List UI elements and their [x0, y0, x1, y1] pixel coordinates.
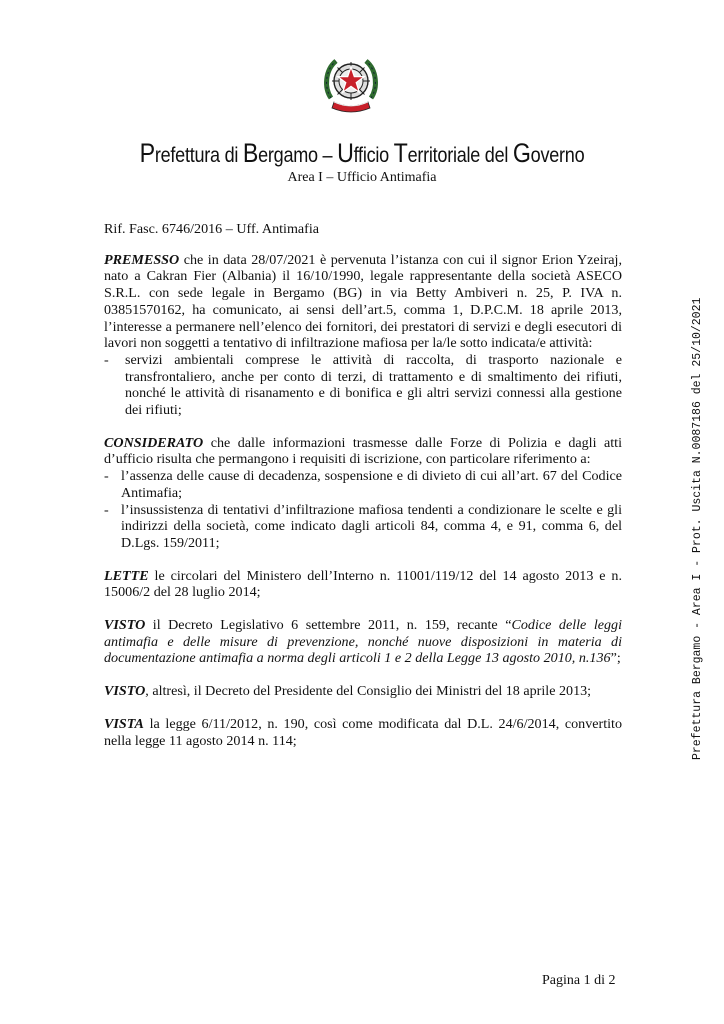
premesso-paragraph — [104, 252, 622, 352]
page-title — [51, 138, 674, 169]
italian-republic-emblem — [322, 52, 380, 116]
title-cap: B — [242, 138, 259, 168]
keyword: PREMESSO — [104, 251, 180, 268]
lette-paragraph — [104, 568, 622, 601]
reference-line: Rif. Fasc. 6746/2016 – Uff. Antimafia — [104, 221, 320, 237]
protocol-stamp: Prefettura Bergamo - Area I - Prot. Uscita N.0087186 del 25/10/2021 — [691, 297, 704, 760]
title-text: refettura di — [154, 144, 243, 167]
list-item-text: servizi ambientali comprese le attività di raccolta, di trasporto nazionale e transfrontaliero, anche per conto di terzi, di trattamento e di smaltimento dei rifiuti, nonché le attività di risanamento e di bonifica e gli altri servizi connessi alla gestione dei rifiuti; — [125, 351, 622, 419]
title-cap: P — [139, 138, 155, 168]
keyword: LETTE — [104, 567, 149, 584]
title-text: overno — [530, 144, 585, 167]
dash-marker: - — [104, 501, 109, 518]
keyword: CONSIDERATO — [104, 434, 204, 451]
list-item — [104, 502, 622, 552]
paragraph-text: le circolari del Ministero dell’Interno n. 11001/119/12 del 14 agosto 2013 e n. 15006/2 del 28 luglio 2014; — [104, 567, 622, 601]
page-number: Pagina 1 di 2 — [542, 973, 616, 988]
visto-altresi-paragraph — [104, 683, 622, 700]
paragraph-text: la legge 6/11/2012, n. 190, così come modificata dal D.L. 24/6/2014, convertito nella legge 11 agosto 2014 n. 114; — [104, 715, 622, 749]
title-cap: G — [512, 138, 531, 168]
dash-marker: - — [104, 468, 109, 485]
law-title: Codice delle leggi antimafia e delle misure di prevenzione, nonché nuove disposizioni in materia di documentazione antimafia a norma degli articoli 1 e 2 della Legge 13 agosto 2010, n.136 — [104, 617, 622, 667]
keyword: VISTA — [104, 715, 144, 732]
considerato-list — [104, 468, 622, 552]
list-item — [104, 352, 622, 419]
title-cap: U — [337, 138, 354, 168]
keyword: VISTO — [104, 617, 146, 634]
title-text: ergamo – — [258, 144, 338, 167]
list-item — [104, 468, 622, 501]
premesso-list — [104, 352, 622, 419]
list-item-text: l’insussistenza di tentativi d’infiltrazione mafiosa tendenti a condizionare le scelte e gli indirizzi della società, come indicato dagli articoli 84, comma 4, e 91, comma 6, del D.Lgs. 159/2011; — [121, 501, 622, 551]
title-text: erritoriale del — [407, 144, 513, 167]
considerato-paragraph — [104, 435, 622, 468]
title-cap: T — [393, 138, 408, 168]
paragraph-text: il Decreto Legislativo 6 settembre 2011, n. 159, recante “ — [145, 617, 512, 634]
document-body — [104, 221, 622, 749]
vista-paragraph — [104, 716, 622, 749]
visto-paragraph — [104, 617, 622, 667]
paragraph-text: che in data 28/07/2021 è pervenuta l’istanza con cui il signor Erion Yzeiraj, nato a Cakran Fier (Albania) il 16/10/1990, legale rappresentante della società ASECO S.R.L. con sede legale in Bergamo (BG) in via Betty Ambiveri n. 25, P. IVA n. 03851570162, ha comunicato, ai sensi dell’art.5, comma 1, D.P.C.M. 18 aprile 2013, l’interesse a permanere nell’elenco dei fornitori, dei prestatori di servizi e degli esecutori di lavori non soggetti a tentativo di infiltrazione mafiosa per la/le sotto indicata/e attività: — [104, 251, 622, 352]
paragraph-text: , altresì, il Decreto del Presidente del Consiglio dei Ministri del 18 aprile 2013; — [145, 683, 592, 700]
title-text: fficio — [353, 144, 394, 167]
list-item-text: l’assenza delle cause di decadenza, sospensione e di divieto di cui all’art. 67 del Codice Antimafia; — [121, 468, 622, 501]
keyword: VISTO — [104, 683, 146, 700]
dash-marker: - — [104, 351, 109, 368]
page-subtitle: Area I – Ufficio Antimafia — [287, 170, 437, 185]
paragraph-text: ”; — [610, 650, 621, 667]
paragraph-text: che dalle informazioni trasmesse dalle Forze di Polizia e dagli atti d’ufficio risulta che permangono i requisiti di iscrizione, con particolare riferimento a: — [104, 434, 622, 468]
